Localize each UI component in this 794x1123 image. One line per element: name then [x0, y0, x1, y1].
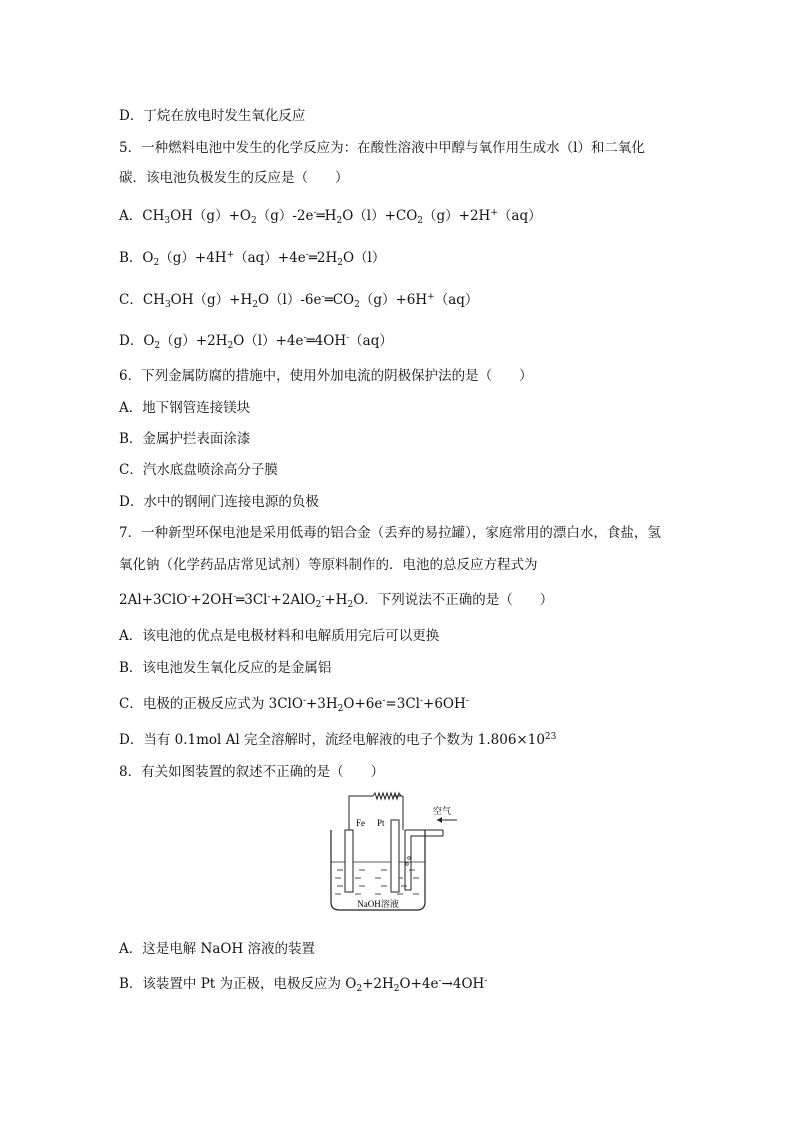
q6-option-b: B．金属护拦表面涂漆	[119, 431, 251, 447]
q6-option-a: A．地下钢管连接镁块	[119, 400, 251, 416]
q5-option-d: D．$O_2(g)+2H_2O(l)+4e^-═4OH^-(aq)$	[119, 333, 393, 351]
q5-stem-line1: 5．一种燃料电池中发生的化学反应为：在酸性溶液中甲醇与氧作用生成水（l）和二氧化	[119, 140, 645, 156]
q8-option-a: A．这是电解 NaOH 溶液的装置	[119, 941, 316, 957]
air-tube	[405, 830, 443, 890]
bubble	[408, 857, 411, 860]
fe-label: Fe	[356, 818, 365, 828]
q7-equation: $2Al+3ClO^-+2OH^-═3Cl^-+2AlO_2^-+H_2O$．下列说法不正确的是（ ）	[119, 592, 554, 610]
air-label: 空气	[433, 806, 452, 816]
q7-option-a: A．该电池的优点是电极材料和电解质用完后可以更换	[119, 628, 440, 644]
q7-stem-line1: 7．一种新型环保电池是采用低毒的铝合金（丢弃的易拉罐），家庭常用的漂白水，食盐，氢	[119, 525, 661, 541]
solution-label: NaOH溶液	[357, 899, 399, 909]
fe-electrode	[345, 830, 353, 892]
q6-stem: 6．下列金属防腐的措施中，使用外加电流的阴极保护法的是（ ）	[119, 368, 533, 384]
q7-option-c: C．电极的正极反应式为 $3ClO^-+3H_2O+6e^-=3Cl^-+6OH^-$	[119, 696, 469, 714]
q7-option-d: D．当有 0.1mol Al 完全溶解时，流经电解液的电子个数为 $1.806\times 10^{23}$	[119, 732, 557, 748]
q5-stem-line2: 碳．该电池负极发生的反应是（ ）	[119, 170, 349, 186]
pt-label: Pt	[377, 818, 385, 828]
q6-option-c: C．汽水底盘喷涂高分子膜	[119, 462, 278, 478]
q8-option-b: B．该装置中 Pt 为正极，电极反应为 $O_2+2H_2O+4e^-\to 4OH^-$	[119, 976, 488, 994]
q4-option-d: D．丁烷在放电时发生氧化反应	[119, 108, 306, 124]
q6-option-d: D．水中的钢闸门连接电源的负极	[119, 494, 319, 510]
q5-option-b: B．$O_2(g)+4H^+(aq)+4e^-═2H_2O(l)$	[119, 250, 386, 268]
q7-option-b: B．该电池发生氧化反应的是金属铝	[119, 660, 332, 676]
q5-option-c: C．$CH_3OH(g)+H_2O(l)-6e^-═CO_2(g)+6H^+(aq)$	[119, 292, 479, 310]
q8-stem: 8．有关如图装置的叙述不正确的是（ ）	[119, 764, 385, 780]
q5-option-a: A．$CH_3OH(g)+O_2(g)-2e^-═H_2O(l)+CO_2(g)+2H^+(aq)$	[119, 208, 542, 226]
electrolysis-apparatus-figure	[325, 790, 457, 914]
q7-stem-line2: 氧化钠（化学药品店常见试剂）等原料制作的．电池的总反应方程式为	[119, 557, 538, 573]
pt-electrode	[391, 820, 399, 892]
bubble	[406, 863, 409, 866]
